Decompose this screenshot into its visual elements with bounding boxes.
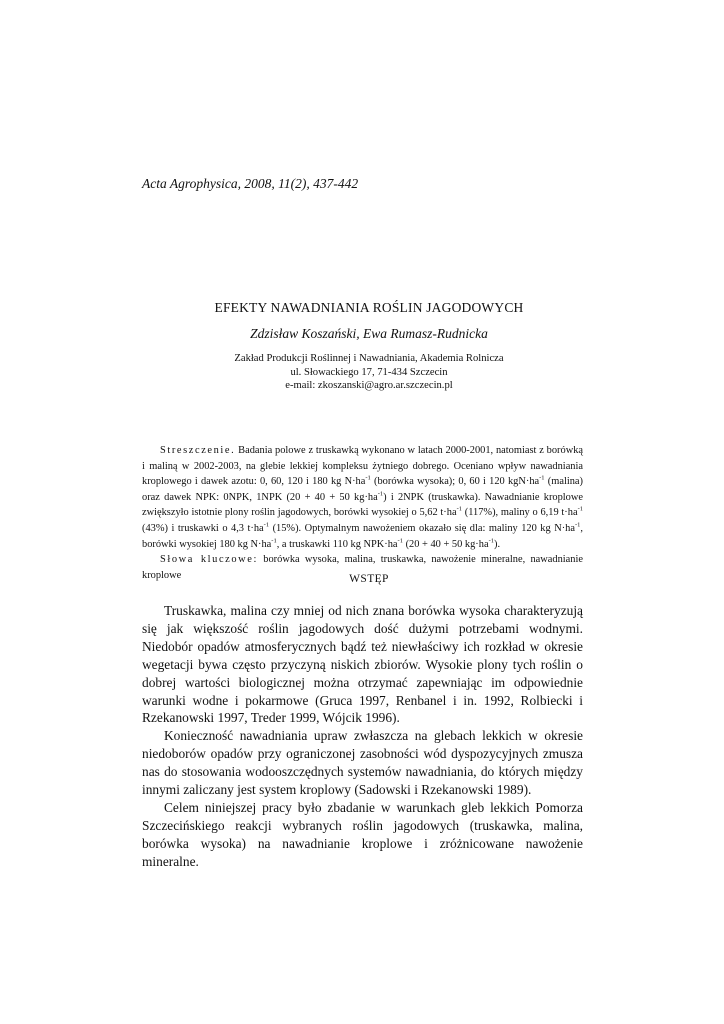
abstract-text: Streszczenie. Badania polowe z truskawką wykonano w latach 2000-2001, natomiast z borówką i maliną w 2002-2003, na glebie lekkiej kompleksu żytniego dobrego. Oceniano wpływ nawadniania kroplowego i dawek azotu: 0, 60, 120 i 180 kg $N\cdot ha^{-1}$ (borówka wysoka); 0, 60 i 120 $kgN\cdot ha^{-1}$ (malina) oraz dawek NPK: 0NPK, 1NPK (20 + 40 + 50 $kg\cdot ha^{-1}$) i 2NPK (truskawka). Nawadnianie kroplowe zwiększyło istotnie plony roślin jagodowych, borówki wysokiej o 5,62 $t\cdot ha^{-1}$ (117%), maliny o 6,19 $t\cdot ha^{-1}$ (43%) i truskawki o 4,3 $t\cdot ha^{-1}$ (15%). Optymalnym nawożeniem okazało się dla: maliny 120 kg $N\cdot ha^{-1}$, borówki wysokiej 180 kg $N\cdot ha^{-1}$, a truskawki 110 kg $NPK\cdot ha^{-1}$ (20 + 40 + 50 $kg\cdot ha^{-1}$). — [142, 445, 583, 550]
paragraph: Celem niniejszej pracy było zbadanie w warunkach gleb lekkich Pomorza Szczecińskiego reakcji wybranych roślin jagodowych (truskawka, malina, borówka wysoka) na nawadnianie kroplowe i zróżnicowane nawożenie mineralne. — [142, 799, 583, 869]
section-heading: WSTĘP — [349, 573, 389, 585]
keywords-label: Słowa kluczowe: — [160, 554, 258, 566]
keywords-text: borówka wysoka, malina, truskawka, nawożenie mineralne, nawadnianie kroplowe — [142, 554, 583, 581]
paragraph: Konieczność nawadniania upraw zwłaszcza na glebach lekkich w okresie niedoborów opadów przy ograniczonej zasobności wód dyspozycyjnych zmusza nas do stosowania wodooszczędnych systemów nawadniania, do których między innymi zaliczany jest system kroplowy (Sadowski i Rzekanowski 1989). — [142, 728, 583, 798]
affiliation-address: ul. Słowackiego 17, 71-434 Szczecin — [290, 366, 448, 378]
article-authors: Zdzisław Koszański, Ewa Rumasz-Rudnicka — [250, 326, 488, 341]
abstract-label: Streszczenie. — [160, 445, 236, 456]
paragraph: Truskawka, malina czy mniej od nich znana borówka wysoka charakteryzują się jak większość roślin jagodowych dość dużymi potrzebami wodnymi. Niedobór opadów atmosferycznych bądź też niewłaściwy ich rozkład w okresie wegetacji bywa często przyczyną niskich zbiorów. Wysokie plony tych roślin o dobrej wartości biologicznej można otrzymać zapewniając im odpowiednie warunki wodne i pokarmowe (Gruca 1997, Renbanel i in. 1992, Rolbiecki i Rzekanowski 1997, Treder 1999, Wójcik 1996). — [142, 603, 583, 726]
author-affiliation — [142, 352, 596, 393]
affiliation-institution: Zakład Produkcji Roślinnej i Nawadniania, Akademia Rolnicza — [234, 353, 504, 364]
body-text — [142, 602, 583, 871]
abstract — [142, 443, 583, 583]
affiliation-email: e-mail: zkoszanski@agro.ar.szczecin.pl — [285, 380, 453, 392]
article-title: EFEKTY NAWADNIANIA ROŚLIN JAGODOWYCH — [214, 300, 524, 315]
journal-citation: Acta Agrophysica, 2008, 11(2), 437-442 — [142, 176, 359, 191]
